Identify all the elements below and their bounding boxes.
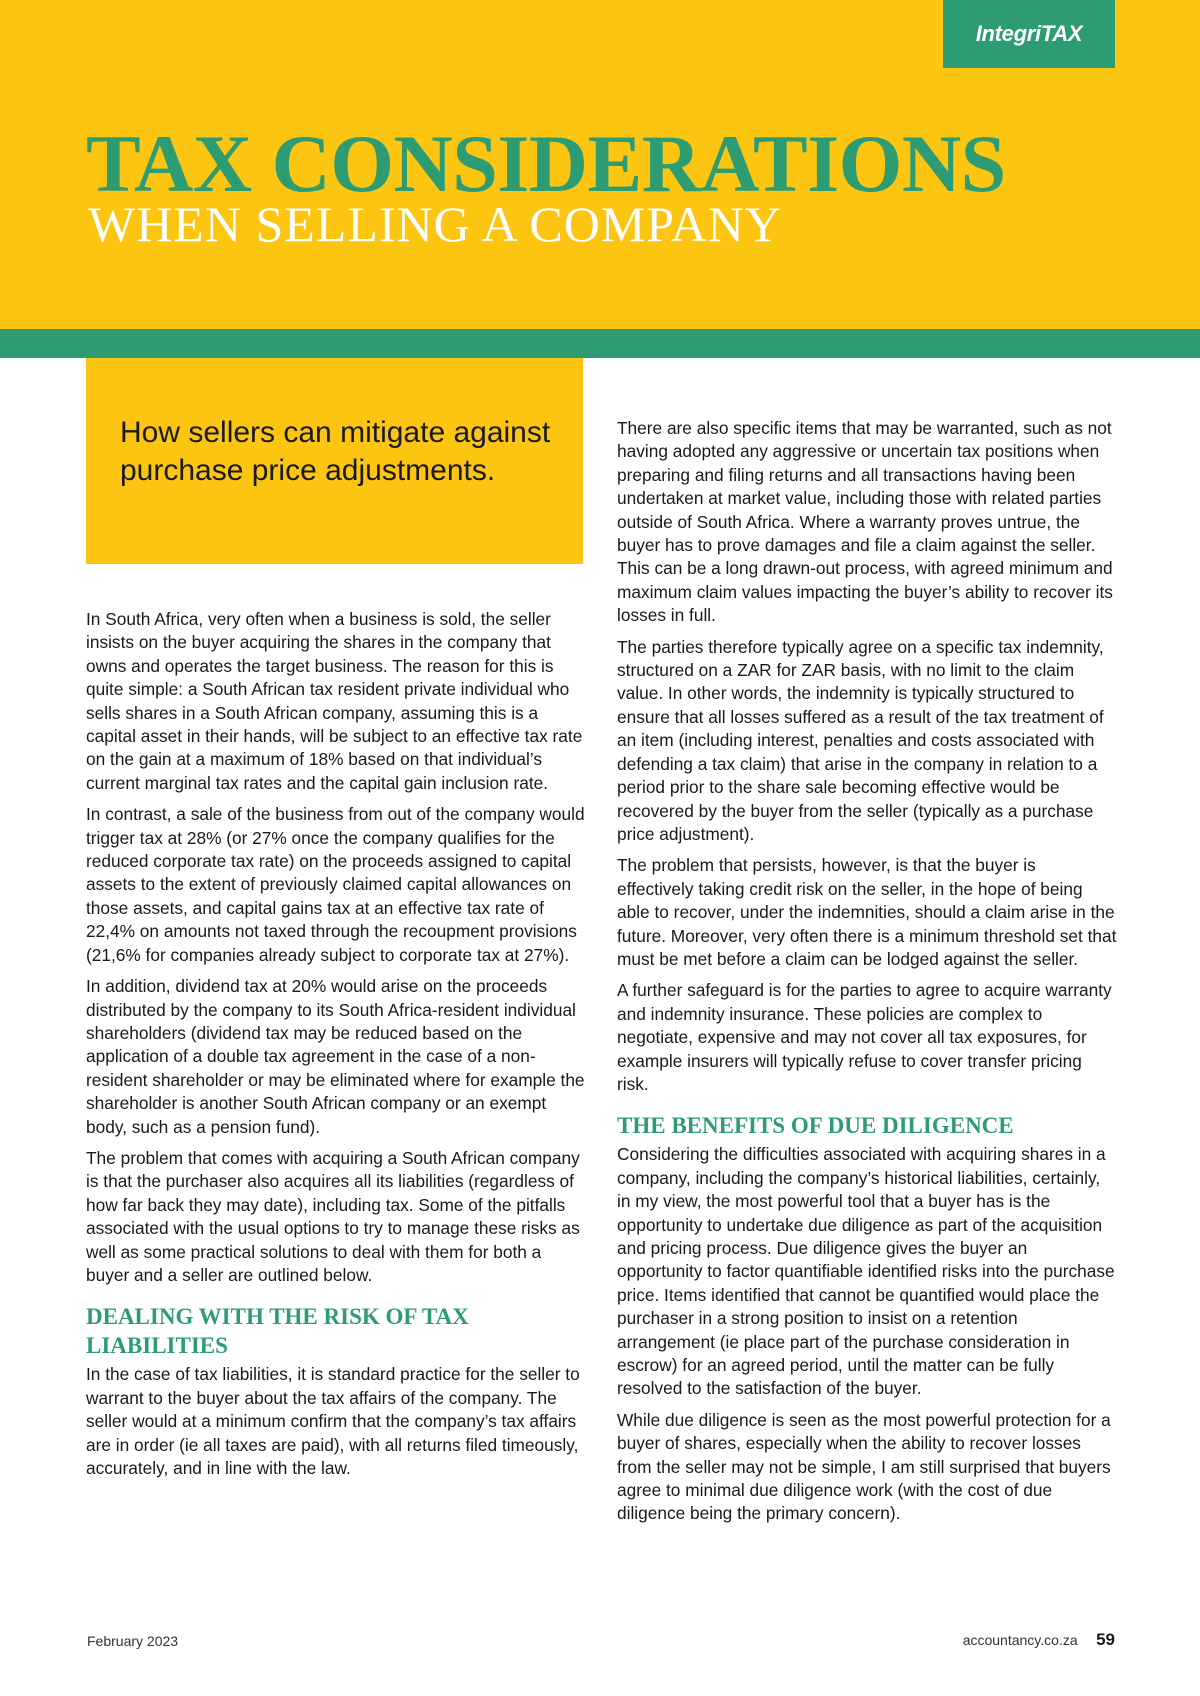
callout-text: How sellers can mitigate against purchase price adjustments. xyxy=(120,416,551,487)
footer-site: accountancy.co.za xyxy=(962,1632,1078,1648)
page-number: 59 xyxy=(1096,1630,1115,1649)
header-divider-band xyxy=(0,329,1200,358)
body-paragraph: A further safeguard is for the parties to agree to acquire warranty and indemnity insurance. These policies are complex to negotiate, expensive and may not cover all tax exposures, for example insurers will typically refuse to cover transfer pricing risk. xyxy=(617,980,1112,1094)
body-paragraph: The problem that comes with acquiring a South African company is that the purchaser also acquires all its liabilities (regardless of how far back they may date), including tax. Some of the pitfalls associated with the usual options to try to manage these risks as well as some practical solutions to deal with them for both a buyer and a seller are outlined below. xyxy=(86,1147,580,1285)
brand-logo xyxy=(943,0,1115,68)
body-paragraph: While due diligence is seen as the most powerful protection for a buyer of shares, especially when the ability to recover losses from the seller may not be simple, I am still surprised that buyers agree to minimal due diligence work (with the cost of due diligence being the primary concern). xyxy=(617,1409,1111,1524)
body-paragraph: The parties therefore typically agree on a specific tax indemnity, structured on a ZAR for ZAR basis, with no limit to the claim value. In other words, the indemnity is typically structured to ensure that all losses suffered as a result of the tax treatment of an item (including interest, penalties and costs associated with defending a tax claim) that arise in the company in relation to a period prior to the share sale becoming effective would be recovered by the buyer from the seller (typically as a purchase price adjustment). xyxy=(617,636,1104,844)
intro-callout xyxy=(86,358,583,564)
right-column xyxy=(617,417,1117,1534)
left-column xyxy=(86,608,586,1488)
body-paragraph: The problem that persists, however, is that the buyer is effectively taking credit risk on the seller, in the hope of being able to recover, under the indemnities, should a claim arise in the future. Moreover, very often there is a minimum threshold set that must be met before a claim can be lodged against the seller. xyxy=(617,855,1117,969)
section-heading: THE BENEFITS OF DUE DILIGENCE xyxy=(617,1113,1014,1139)
body-paragraph: There are also specific items that may be warranted, such as not having adopted any aggressive or uncertain tax positions when preparing and filing returns and all transactions having been undertaken at market value, including those with related parties outside of South Africa. Where a warranty proves untrue, the buyer has to prove damages and file a claim against the seller. This can be a long drawn-out process, with agreed minimum and maximum claim values impacting the buyer’s ability to recover its losses in full. xyxy=(617,418,1113,626)
body-paragraph: In addition, dividend tax at 20% would arise on the proceeds distributed by the company to its South Africa-resident individual shareholders (dividend tax may be reduced based on the application of a double tax agreement in the case of a non-resident shareholder or may be eliminated where for example the shareholder is another South African company or an exempt body, such as a pension fund). xyxy=(86,976,585,1137)
article-subtitle: WHEN SELLING A COMPANY xyxy=(88,196,782,252)
brand-logo-text: IntegriTAX xyxy=(975,21,1083,46)
body-paragraph: In contrast, a sale of the business from out of the company would trigger tax at 28% (or 27% once the company qualifies for the reduced corporate tax rate) on the proceeds assigned to capital assets to the extent of previously claimed capital allowances on those assets, and capital gains tax at an effective tax rate of 22,4% on amounts not taxed through the recoupment provisions (21,6% for companies already subject to corporate tax at 27%). xyxy=(86,804,585,965)
footer-date: February 2023 xyxy=(87,1633,179,1649)
article-title: TAX CONSIDERATIONS xyxy=(86,118,1006,209)
body-paragraph: In the case of tax liabilities, it is standard practice for the seller to warrant to the buyer about the tax affairs of the company. The seller would at a minimum confirm that the company’s tax affairs are in order (ie all taxes are paid), with all returns filed timeously, accurately, and in line with the law. xyxy=(86,1364,580,1478)
footer-right xyxy=(963,1630,1115,1650)
body-paragraph: In South Africa, very often when a business is sold, the seller insists on the buyer acquiring the shares in the company that owns and operates the target business. The reason for this is quite simple: a South African tax resident private individual who sells shares in a South African company, assuming this is a capital asset in their hands, will be subject to an effective tax rate on the gain at a maximum of 18% based on that individual’s current marginal tax rates and the capital gain inclusion rate. xyxy=(86,609,583,793)
body-paragraph: Considering the difficulties associated with acquiring shares in a company, including the company’s historical liabilities, certainly, in my view, the most powerful tool that a buyer has is the opportunity to undertake due diligence as part of the acquisition and pricing process. Due diligence gives the buyer an opportunity to factor quantifiable identified risks into the purchase price. Items identified that cannot be quantified would place the purchaser in a strong position to insist on a retention arrangement (ie place part of the purchase consideration in escrow) for an agreed period, until the matter can be fully resolved to the satisfaction of the buyer. xyxy=(617,1144,1115,1399)
section-heading: DEALING WITH THE RISK OF TAX LIABILITIES xyxy=(86,1304,469,1359)
